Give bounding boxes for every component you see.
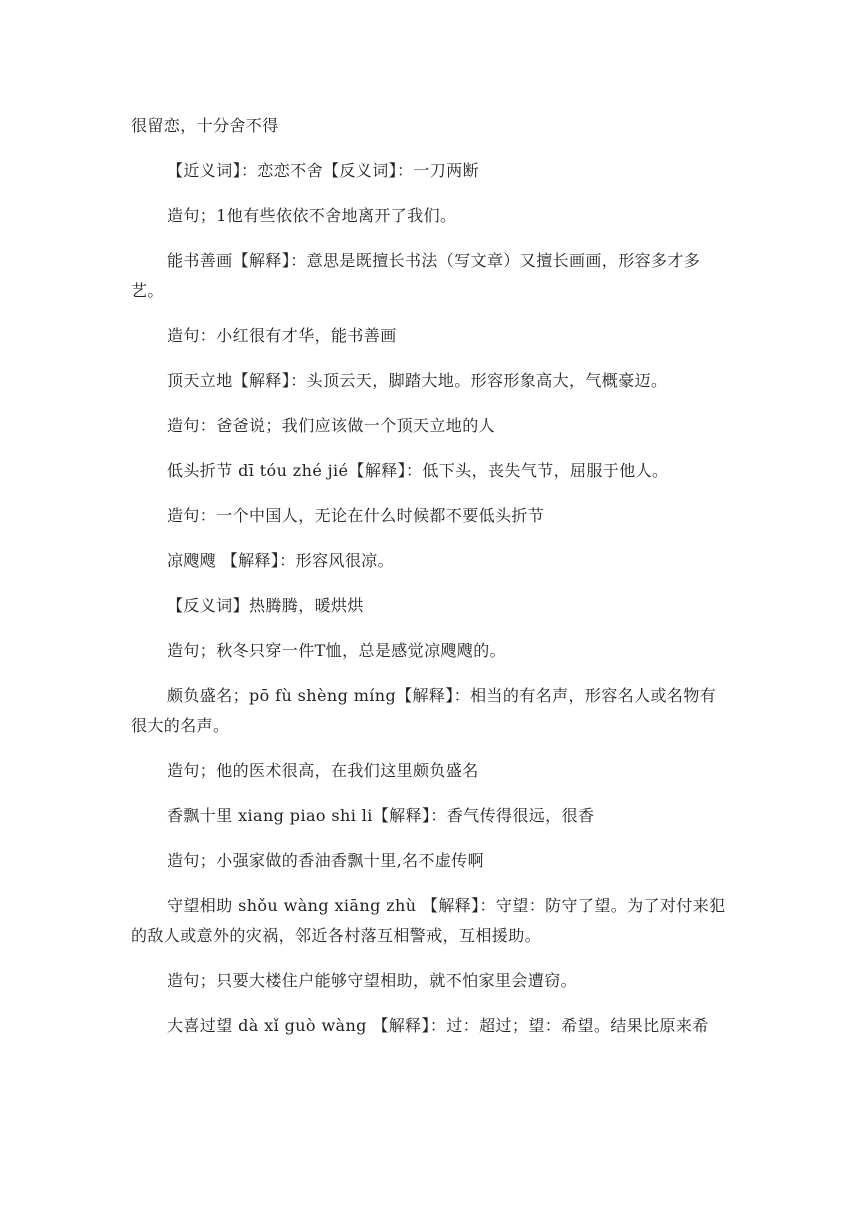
paragraph: 造句：小红很有才华，能书善画	[167, 326, 397, 345]
paragraph: 低头折节 dī tóu zhé jié【解释】：低下头，丧失气节，屈服于他人。	[167, 461, 669, 480]
paragraph: 香飘十里 xiang piao shi li【解释】：香气传得很远，很香	[167, 806, 595, 825]
paragraph: 能书善画【解释】：意思是既擅长书法（写文章）又擅长画画，形容多才多艺。	[131, 251, 701, 300]
paragraph: 造句：一个中国人，无论在什么时候都不要低头折节	[167, 506, 545, 525]
document-body	[131, 111, 731, 1056]
paragraph: 【反义词】热腾腾，暖烘烘	[167, 596, 364, 615]
paragraph: 大喜过望 dà xǐ guò wàng 【解释】：过：超过；望：希望。结果比原来希	[167, 1016, 709, 1035]
paragraph: 造句；秋冬只穿一件T恤，总是感觉凉飕飕的。	[167, 641, 507, 660]
paragraph: 造句；小强家做的香油香飘十里,名不虚传啊	[167, 851, 485, 870]
paragraph: 很留恋，十分舍不得	[131, 116, 279, 135]
paragraph: 造句：爸爸说；我们应该做一个顶天立地的人	[167, 416, 496, 435]
paragraph: 守望相助 shǒu wàng xiāng zhù 【解释】：守望：防守了望。为了对付来犯的敌人或意外的灾祸，邻近各村落互相警戒，互相援助。	[131, 896, 726, 945]
paragraph: 颇负盛名；pō fù shèng míng【解释】：相当的有名声，形容名人或名物有很大的名声。	[131, 686, 717, 735]
paragraph: 【近义词】：恋恋不舍【反义词】：一刀两断	[167, 161, 480, 180]
paragraph: 造句；只要大楼住户能够守望相助，就不怕家里会遭窃。	[167, 971, 578, 990]
paragraph: 凉飕飕 【解释】：形容风很凉。	[167, 551, 395, 570]
paragraph: 造句；他的医术很高，在我们这里颇负盛名	[167, 761, 479, 780]
paragraph: 顶天立地【解释】：头顶云天，脚踏大地。形容形象高大，气概豪迈。	[167, 371, 668, 390]
paragraph: 造句；1他有些依依不舍地离开了我们。	[167, 206, 457, 225]
